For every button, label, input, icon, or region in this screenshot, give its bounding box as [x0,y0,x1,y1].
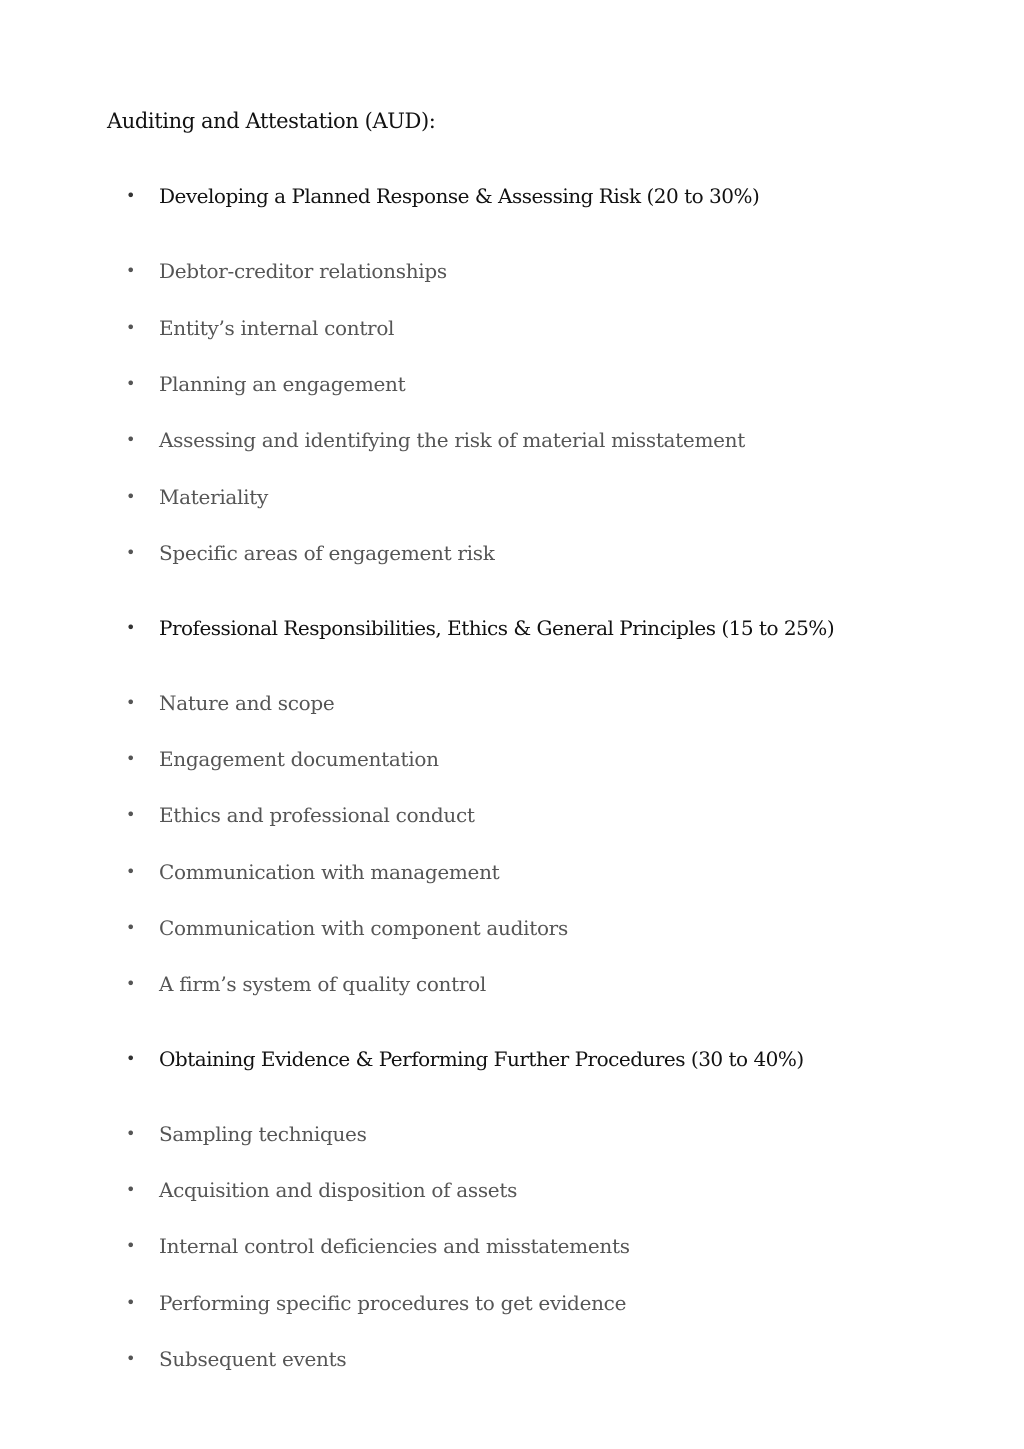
list-item [126,800,475,830]
bullet-icon: • [126,430,136,449]
list-item [126,688,334,718]
bullet-icon: • [126,1049,136,1068]
list-item-label: Communication with management [159,860,500,884]
bullet-icon: • [126,1349,136,1368]
bullet-icon: • [126,1236,136,1255]
bullet-icon: • [126,1180,136,1199]
bullet-icon: • [126,862,136,881]
list-item [126,1175,517,1205]
list-item [126,1119,367,1149]
list-item-label: Planning an engagement [159,372,406,396]
list-item-label: Performing specific procedures to get evidence [159,1291,627,1315]
list-item-label: A firm’s system of quality control [159,972,486,996]
list-item-label: Assessing and identifying the risk of material misstatement [159,428,745,452]
list-item [126,744,439,774]
list-item [126,1231,630,1261]
list-item-label: Engagement documentation [159,747,439,771]
list-item [126,369,405,399]
list-item-label: Subsequent events [159,1347,347,1371]
list-item-label: Nature and scope [159,691,335,715]
section-heading-label: Professional Responsibilities, Ethics & General Principles (15 to 25%) [159,616,835,640]
list-item-label: Communication with component auditors [159,916,568,940]
list-item-label: Specific areas of engagement risk [159,541,495,565]
document-title: Auditing and Attestation (AUD): [107,109,436,133]
section-heading [126,181,759,211]
bullet-icon: • [126,374,136,393]
list-item [126,256,447,286]
list-item-label: Entity’s internal control [159,316,395,340]
list-item-label: Sampling techniques [159,1122,367,1146]
list-item [126,1288,626,1318]
bullet-icon: • [126,974,136,993]
bullet-icon: • [126,543,136,562]
list-item [126,425,745,455]
list-item-label: Ethics and professional conduct [159,803,475,827]
list-item [126,1344,346,1374]
bullet-icon: • [126,805,136,824]
bullet-icon: • [126,918,136,937]
list-item-label: Acquisition and disposition of assets [159,1178,518,1202]
section-heading [126,1044,804,1074]
list-item [126,969,486,999]
bullet-icon: • [126,1124,136,1143]
section-heading-label: Obtaining Evidence & Performing Further Procedures (30 to 40%) [159,1047,804,1071]
bullet-icon: • [126,693,136,712]
bullet-icon: • [126,186,136,205]
list-item [126,857,499,887]
bullet-icon: • [126,749,136,768]
bullet-icon: • [126,1293,136,1312]
list-item-label: Internal control deficiencies and misstatements [159,1234,630,1258]
bullet-icon: • [126,618,136,637]
list-item-label: Materiality [159,485,268,509]
bullet-icon: • [126,487,136,506]
list-item [126,913,568,943]
list-item [126,313,394,343]
list-item [126,538,495,568]
bullet-icon: • [126,261,136,280]
list-item-label: Debtor-creditor relationships [159,259,447,283]
bullet-icon: • [126,318,136,337]
section-heading-label: Developing a Planned Response & Assessing Risk (20 to 30%) [159,184,760,208]
section-heading [126,613,834,643]
list-item [126,482,268,512]
